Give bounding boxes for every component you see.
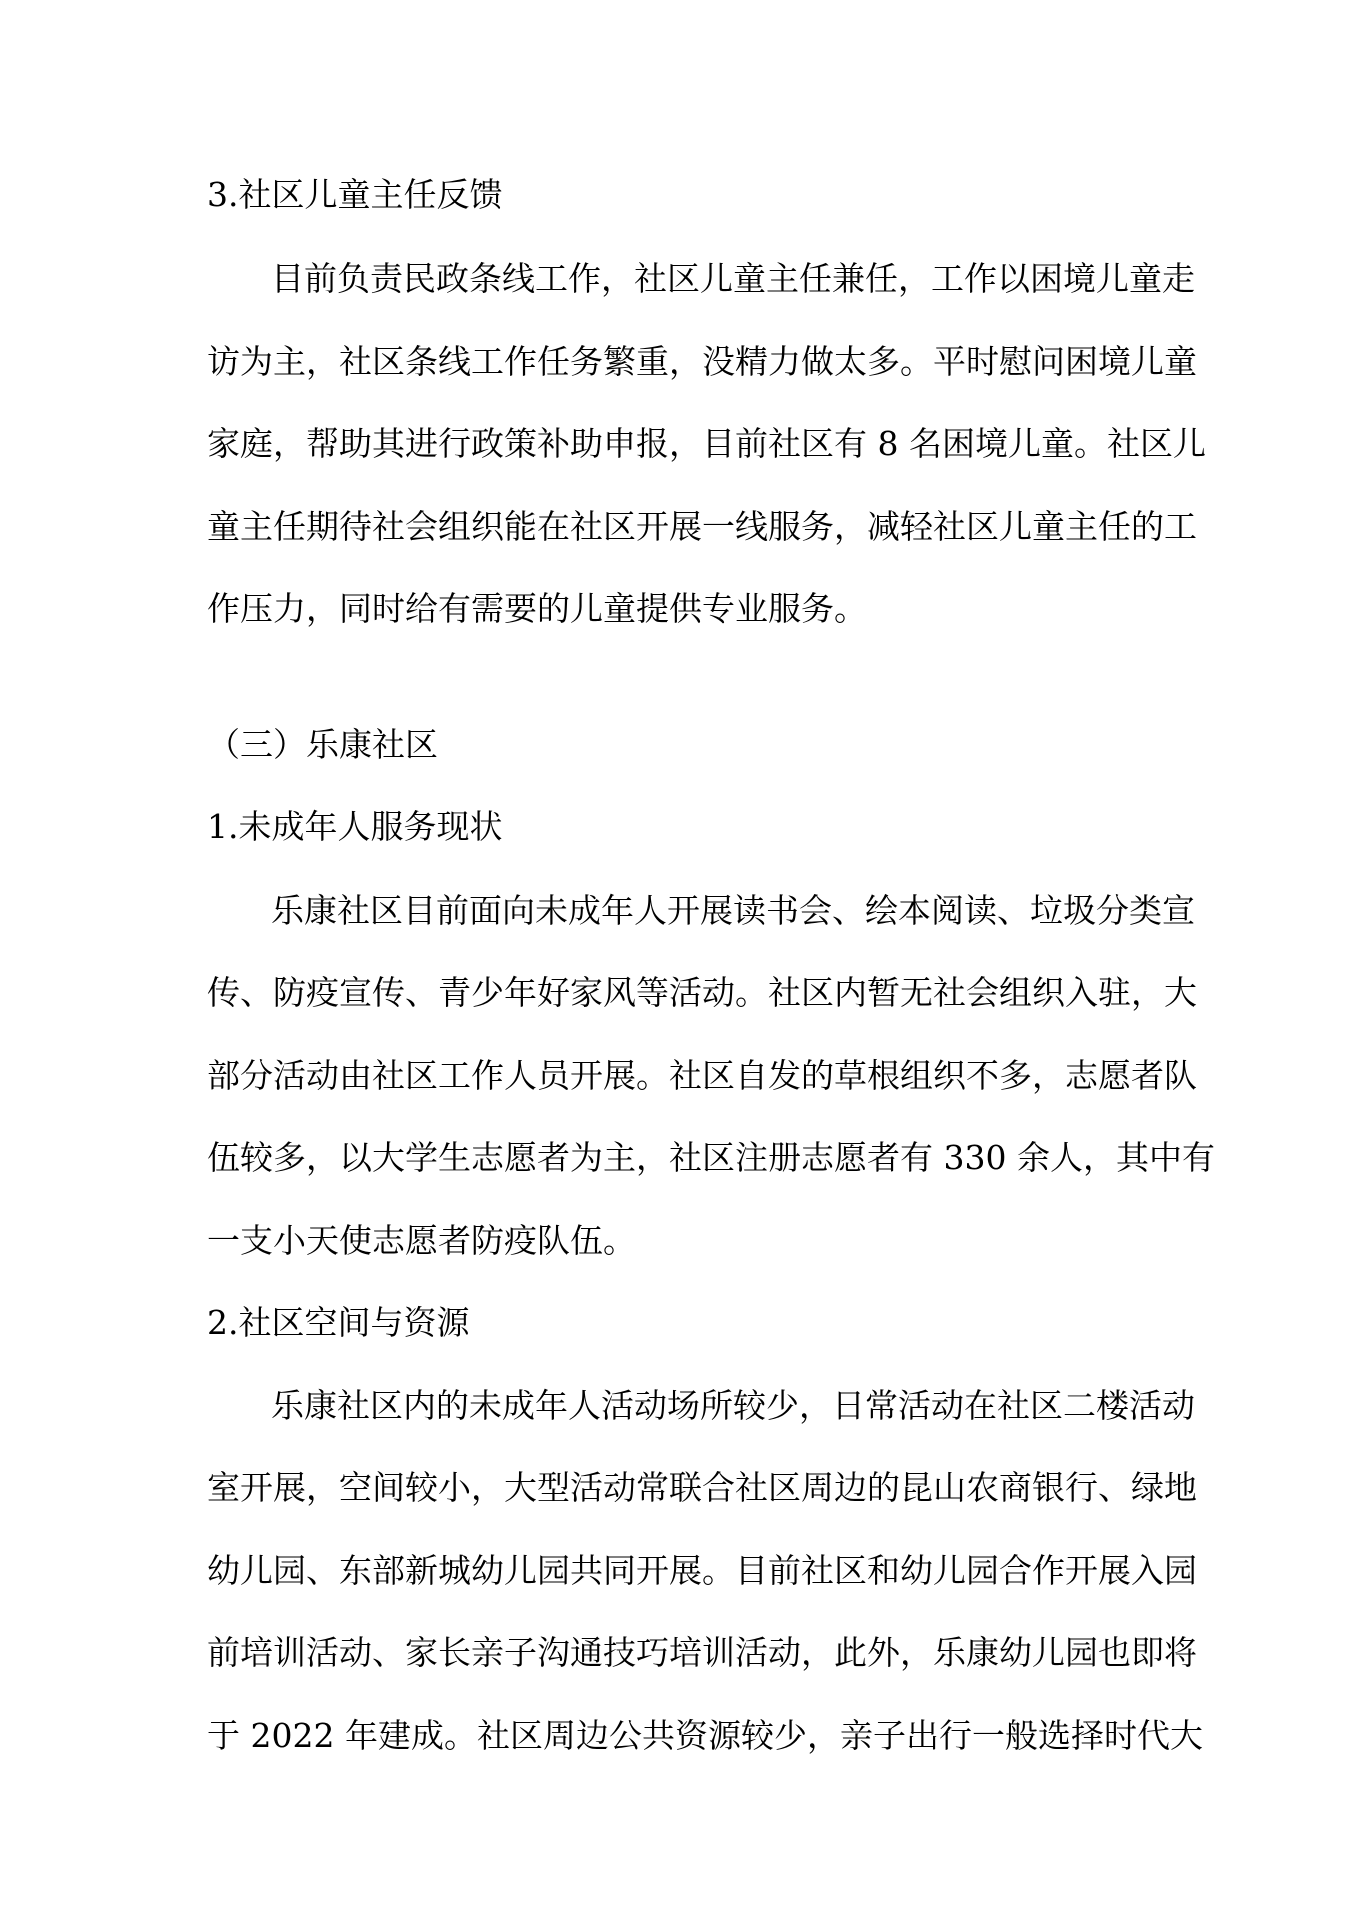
paragraph-line: 室开展，空间较小，大型活动常联合社区周边的昆山农商银行、绿地 — [207, 1468, 1197, 1507]
paragraph-line: 乐康社区内的未成年人活动场所较少，日常活动在社区二楼活动 — [271, 1386, 1195, 1425]
subsection-heading-minor-services: 1.未成年人服务现状 — [207, 807, 503, 846]
paragraph-line: 童主任期待社会组织能在社区开展一线服务，减轻社区儿童主任的工 — [207, 507, 1197, 546]
section-heading-children-director-feedback: 3.社区儿童主任反馈 — [207, 175, 503, 214]
paragraph-line: 目前负责民政条线工作，社区儿童主任兼任，工作以困境儿童走 — [271, 259, 1195, 298]
paragraph-line: 前培训活动、家长亲子沟通技巧培训活动，此外，乐康幼儿园也即将 — [207, 1633, 1197, 1672]
subsection-heading-space-resources: 2.社区空间与资源 — [207, 1303, 470, 1342]
paragraph-line: 乐康社区目前面向未成年人开展读书会、绘本阅读、垃圾分类宣 — [271, 891, 1195, 930]
paragraph-line: 访为主，社区条线工作任务繁重，没精力做太多。平时慰问困境儿童 — [207, 342, 1197, 381]
paragraph-line: 伍较多，以大学生志愿者为主，社区注册志愿者有 330 余人，其中有 — [207, 1138, 1215, 1177]
paragraph-line: 于 2022 年建成。社区周边公共资源较少，亲子出行一般选择时代大 — [207, 1716, 1203, 1755]
paragraph-line: 家庭，帮助其进行政策补助申报，目前社区有 8 名困境儿童。社区儿 — [207, 424, 1206, 463]
paragraph-line: 传、防疫宣传、青少年好家风等活动。社区内暂无社会组织入驻，大 — [207, 973, 1197, 1012]
paragraph-line: 作压力，同时给有需要的儿童提供专业服务。 — [207, 589, 867, 628]
paragraph-line: 一支小天使志愿者防疫队伍。 — [207, 1221, 636, 1260]
paragraph-line: 幼儿园、东部新城幼儿园共同开展。目前社区和幼儿园合作开展入园 — [207, 1551, 1197, 1590]
paragraph-line: 部分活动由社区工作人员开展。社区自发的草根组织不多，志愿者队 — [207, 1056, 1197, 1095]
section-title-lekang-community: （三）乐康社区 — [207, 725, 438, 764]
